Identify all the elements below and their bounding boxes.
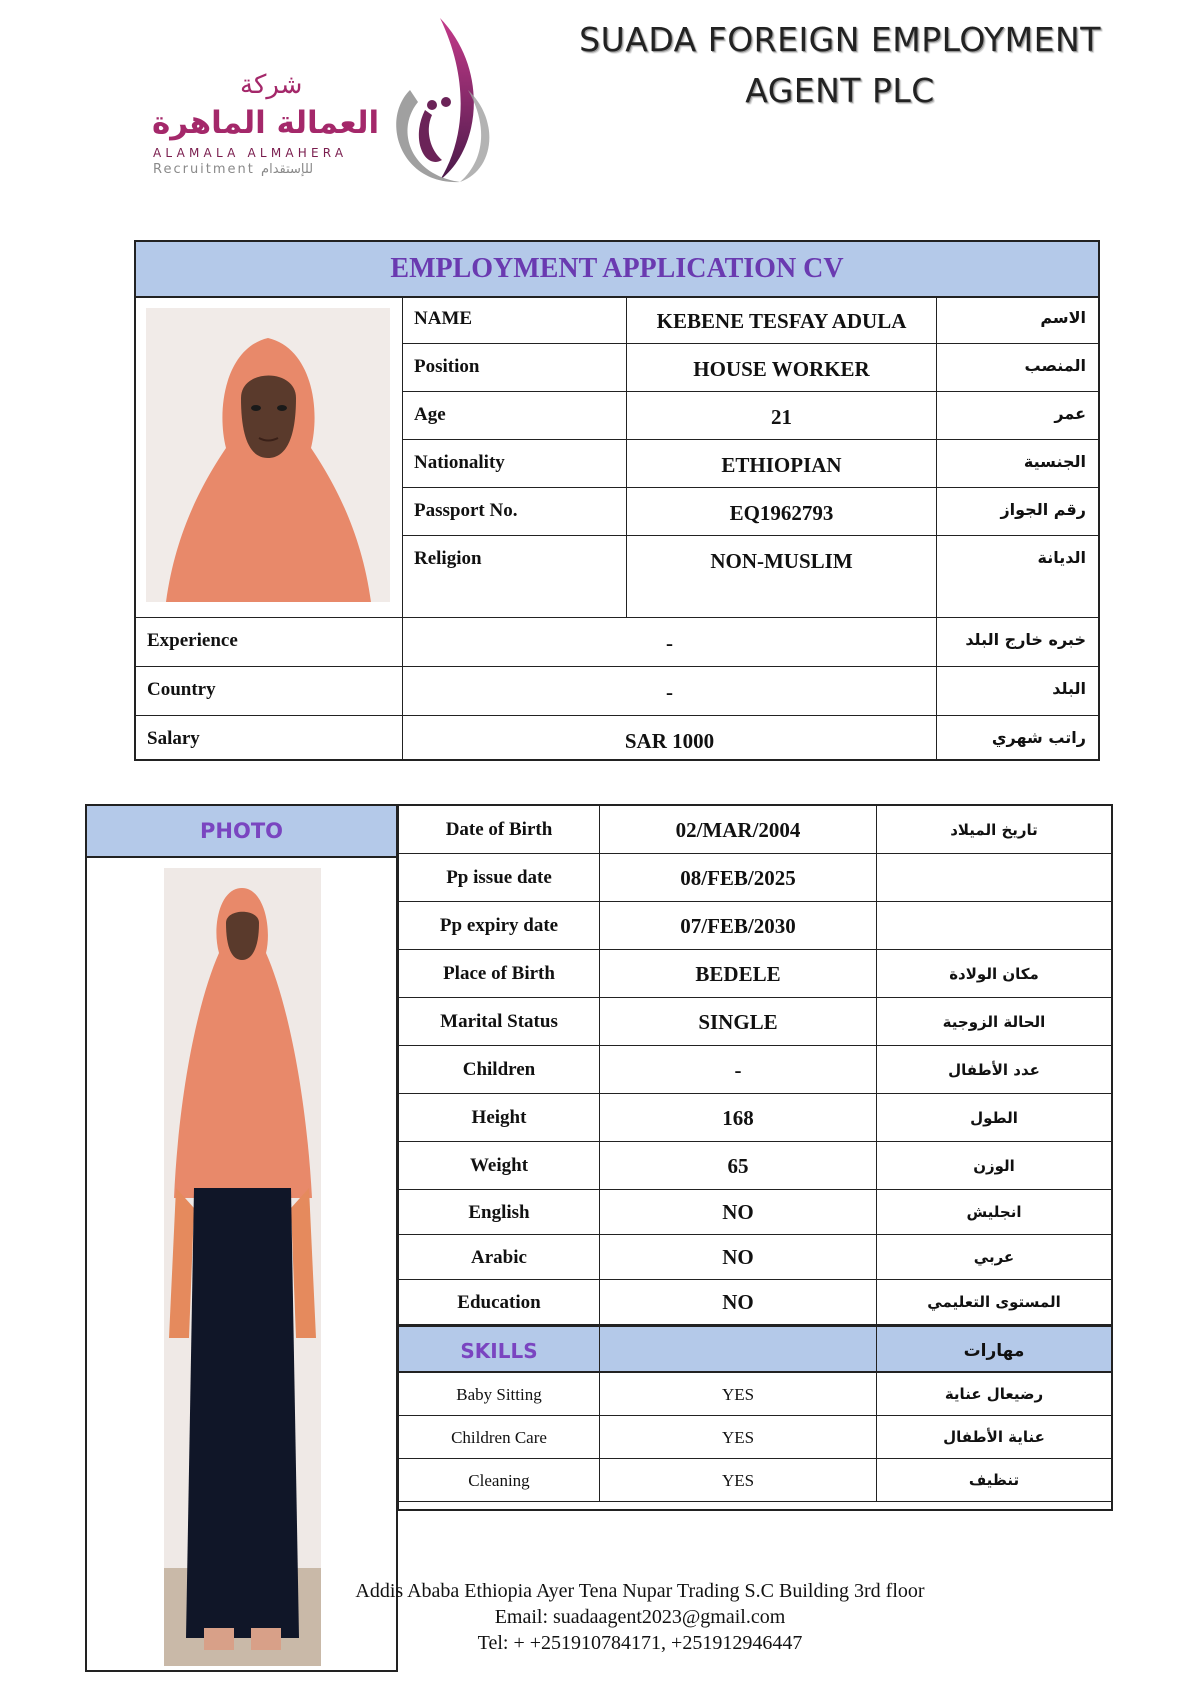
skills-header: SKILLS [399, 1325, 600, 1373]
name-label: NAME [403, 296, 627, 344]
salary-arabic-label: راتب شهري [991, 728, 1086, 747]
footer-address: Addis Ababa Ethiopia Ayer Tena Nupar Trading S.C Building 3rd floor [355, 1580, 925, 1602]
position-arabic-label: المنصب [937, 344, 1098, 392]
height-arabic-label: الطول [877, 1094, 1111, 1142]
education-value: NO [600, 1280, 877, 1325]
position-label: Position [403, 344, 627, 392]
skill-children-care-arabic-label: عناية الأطفال [877, 1416, 1111, 1459]
height-value: 168 [600, 1094, 877, 1142]
company-name-line1: SUADA FOREIGN EMPLOYMENT [579, 20, 1101, 59]
salary-label: Salary [136, 716, 403, 759]
date-of-birth-arabic-label: تاريخ الميلاد [877, 806, 1111, 854]
logo-emblem-icon [380, 10, 505, 195]
weight-label: Weight [399, 1142, 600, 1190]
country-label: Country [136, 667, 403, 716]
pp-expiry-date-value: 07/FEB/2030 [600, 902, 877, 950]
pp-expiry-date-label: Pp expiry date [399, 902, 600, 950]
children-label: Children [399, 1046, 600, 1094]
country-value: - [403, 667, 937, 716]
arabic-arabic-label: عربي [877, 1235, 1111, 1280]
company-name [560, 14, 1120, 116]
passport-label: Passport No. [403, 488, 627, 536]
logo-arabic-small: شركة [240, 70, 303, 100]
footer-email: Email: suadaagent2023@gmail.com [494, 1606, 786, 1628]
nationality-label: Nationality [403, 440, 627, 488]
skills-header-spacer [600, 1325, 877, 1373]
education-label: Education [399, 1280, 600, 1325]
portrait-photo [146, 308, 390, 602]
skill-children-care-label: Children Care [399, 1416, 600, 1459]
place-of-birth-arabic-label: مكان الولادة [877, 950, 1111, 998]
marital-status-arabic-label: الحالة الزوجية [877, 998, 1111, 1046]
full-photo-panel [85, 804, 398, 1672]
passport-arabic-label: رقم الجواز [937, 488, 1098, 536]
position-value: HOUSE WORKER [627, 344, 937, 392]
english-label: English [399, 1190, 600, 1235]
education-arabic-label: المستوى التعليمي [877, 1280, 1111, 1325]
skill-baby-sitting-label: Baby Sitting [399, 1373, 600, 1416]
age-label: Age [403, 392, 627, 440]
experience-label: Experience [136, 618, 403, 667]
religion-arabic-label: الديانة [937, 536, 1098, 618]
company-name-line2: AGENT PLC [745, 71, 935, 110]
name-arabic-label: الاسم [937, 296, 1098, 344]
footer-phone: Tel: + +251910784171, +251912946447 [477, 1632, 803, 1654]
age-arabic-label: عمر [937, 392, 1098, 440]
pp-issue-date-arabic-label [877, 854, 1111, 902]
children-arabic-label: عدد الأطفال [877, 1046, 1111, 1094]
country-arabic-label: البلد [937, 667, 1098, 716]
skill-cleaning-label: Cleaning [399, 1459, 600, 1502]
pp-expiry-date-arabic-label [877, 902, 1111, 950]
skill-baby-sitting-value: YES [600, 1373, 877, 1416]
logo-english-sub: Recruitment للإستقدام [153, 162, 314, 177]
pp-issue-date-label: Pp issue date [399, 854, 600, 902]
arabic-value: NO [600, 1235, 877, 1280]
pp-issue-date-value: 08/FEB/2025 [600, 854, 877, 902]
weight-arabic-label: الوزن [877, 1142, 1111, 1190]
nationality-value: ETHIOPIAN [627, 440, 937, 488]
logo-english-name: ALAMALA ALMAHERA [153, 146, 348, 160]
age-value: 21 [627, 392, 937, 440]
skills-header-arabic: مهارات [877, 1325, 1111, 1373]
religion-value: NON-MUSLIM [627, 536, 937, 618]
date-of-birth-label: Date of Birth [399, 806, 600, 854]
skill-children-care-value: YES [600, 1416, 877, 1459]
place-of-birth-label: Place of Birth [399, 950, 600, 998]
footer-contact [300, 1578, 980, 1656]
personal-info-table [134, 240, 1100, 761]
marital-status-value: SINGLE [600, 998, 877, 1046]
experience-arabic-label: خبره خارج البلد [937, 618, 1098, 667]
weight-value: 65 [600, 1142, 877, 1190]
name-value: KEBENE TESFAY ADULA [627, 296, 937, 344]
details-table [397, 804, 1113, 1511]
logo-arabic-name: العمالة الماهرة [152, 105, 380, 141]
date-of-birth-value: 02/MAR/2004 [600, 806, 877, 854]
salary-value: SAR 1000 [403, 716, 937, 759]
full-body-photo [164, 868, 321, 1666]
cv-title: EMPLOYMENT APPLICATION CV [136, 242, 1098, 298]
place-of-birth-value: BEDELE [600, 950, 877, 998]
passport-value: EQ1962793 [627, 488, 937, 536]
english-value: NO [600, 1190, 877, 1235]
experience-value: - [403, 618, 937, 667]
photo-header: PHOTO [87, 806, 396, 858]
height-label: Height [399, 1094, 600, 1142]
english-arabic-label: انجليش [877, 1190, 1111, 1235]
nationality-arabic-label: الجنسية [937, 440, 1098, 488]
arabic-label: Arabic [399, 1235, 600, 1280]
skill-cleaning-arabic-label: تنظيف [877, 1459, 1111, 1502]
marital-status-label: Marital Status [399, 998, 600, 1046]
skill-baby-sitting-arabic-label: رضيعال عناية [877, 1373, 1111, 1416]
religion-label: Religion [403, 536, 627, 618]
skill-cleaning-value: YES [600, 1459, 877, 1502]
portrait-photo-cell [136, 296, 403, 618]
children-value: - [600, 1046, 877, 1094]
company-logo [140, 10, 510, 195]
